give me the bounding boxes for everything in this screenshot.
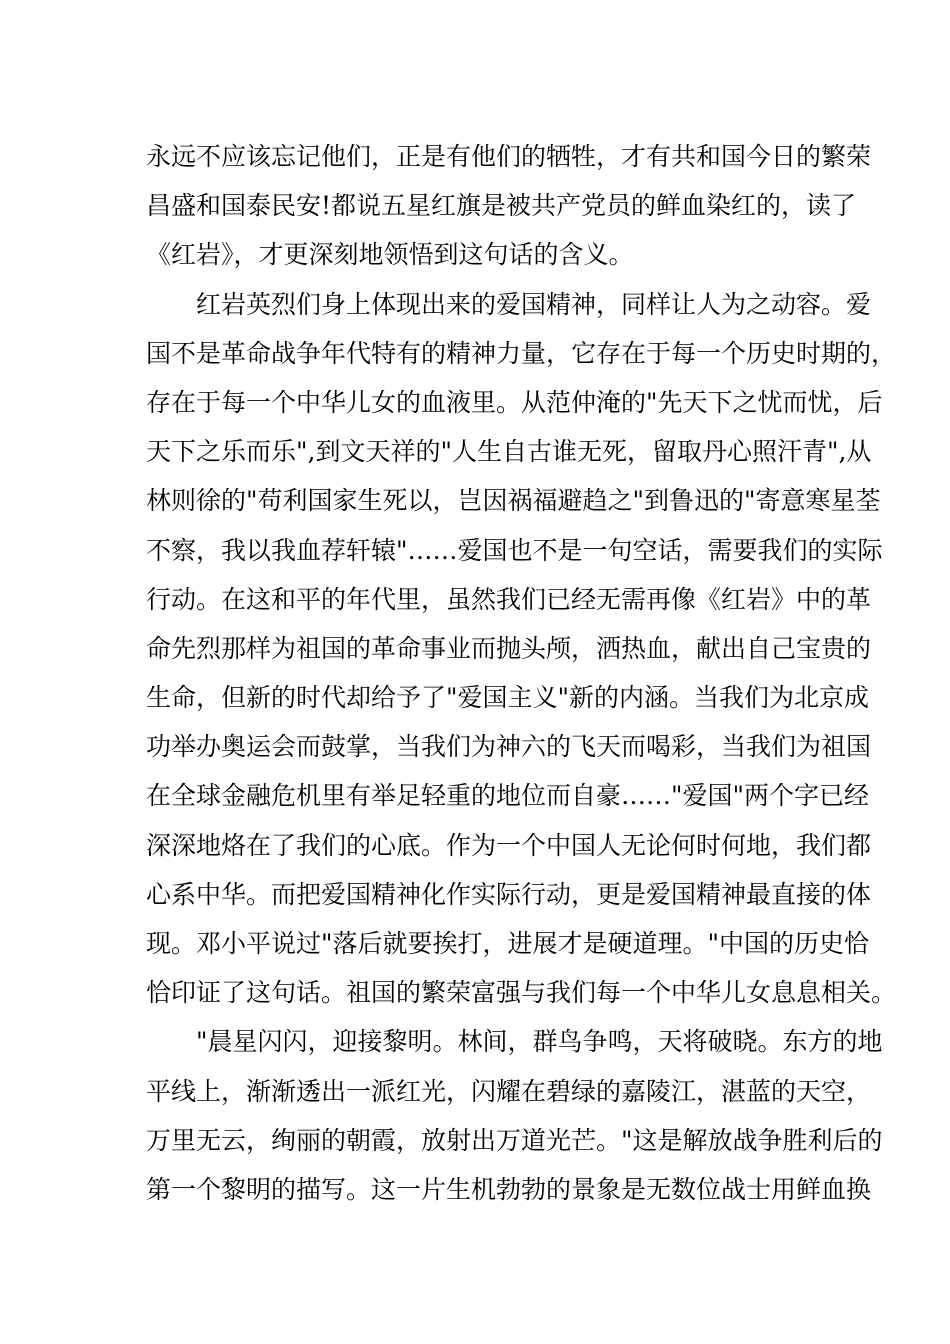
text-line: 现。邓小平说过"落后就要挨打，进展才是硬道理。"中国的历史恰 xyxy=(146,929,870,958)
text-line: 功举办奥运会而鼓掌，当我们为神六的飞天而喝彩，当我们为祖国 xyxy=(146,732,872,762)
text-line: 国不是革命战争年代特有的精神力量，它存在于每一个历史时期的， xyxy=(146,338,897,368)
text-line: 在全球金融危机里有举足轻重的地位而自豪……"爱国"两个字已经 xyxy=(146,781,870,811)
text-line: 存在于每一个中华儿女的血液里。从范仲淹的"先天下之忧而忧，后 xyxy=(146,387,883,417)
text-line: 生命，但新的时代却给予了"爱国主义"新的内涵。当我们为北京成 xyxy=(146,683,870,713)
text-line: 命先烈那样为祖国的革命事业而抛头颅，洒热血，献出自己宝贵的 xyxy=(146,633,872,663)
text-line: 昌盛和国泰民安!都说五星红旗是被共产党员的鲜血染红的，读了 xyxy=(146,191,857,221)
text-line: 林则徐的"苟利国家生死以，岂因祸福避趋之"到鲁迅的"寄意寒星荃 xyxy=(146,486,881,516)
text-line: 行动。在这和平的年代里，虽然我们已经无需再像《红岩》中的革 xyxy=(146,584,872,614)
text-line: 深深地烙在了我们的心底。作为一个中国人无论何时何地，我们都 xyxy=(146,830,872,860)
paragraph-start-line: 红岩英烈们身上体现出来的爱国精神，同样让人为之动容。爱 xyxy=(196,289,872,319)
text-line: 平线上，渐渐透出一派红光，闪耀在碧绿的嘉陵江，湛蓝的天空， xyxy=(146,1076,872,1106)
text-line: 心系中华。而把爱国精神化作实际行动，更是爱国精神最直接的体 xyxy=(146,879,872,909)
text-line: 恰印证了这句话。祖国的繁荣富强与我们每一个中华儿女息息相关。 xyxy=(146,978,897,1008)
text-line: 天下之乐而乐",到文天祥的"人生自古谁无死，留取丹心照汗青",从 xyxy=(146,437,872,467)
body-text xyxy=(146,132,897,1214)
text-line: 万里无云，绚丽的朝霞，放射出万道光芒。"这是解放战争胜利后的 xyxy=(146,1125,883,1155)
text-line: 不察，我以我血荐轩辕"……爱国也不是一句空话，需要我们的实际 xyxy=(146,535,883,565)
text-line: 第一个黎明的描写。这一片生机勃勃的景象是无数位战士用鲜血换 xyxy=(146,1174,872,1204)
text-line: 永远不应该忘记他们，正是有他们的牺牲，才有共和国今日的繁荣 xyxy=(146,142,872,171)
text-line: 《红岩》，才更深刻地领悟到这句话的含义。 xyxy=(146,240,634,270)
paragraph-start-line: "晨星闪闪，迎接黎明。林间，群鸟争鸣，天将破晓。东方的地 xyxy=(196,1027,883,1057)
